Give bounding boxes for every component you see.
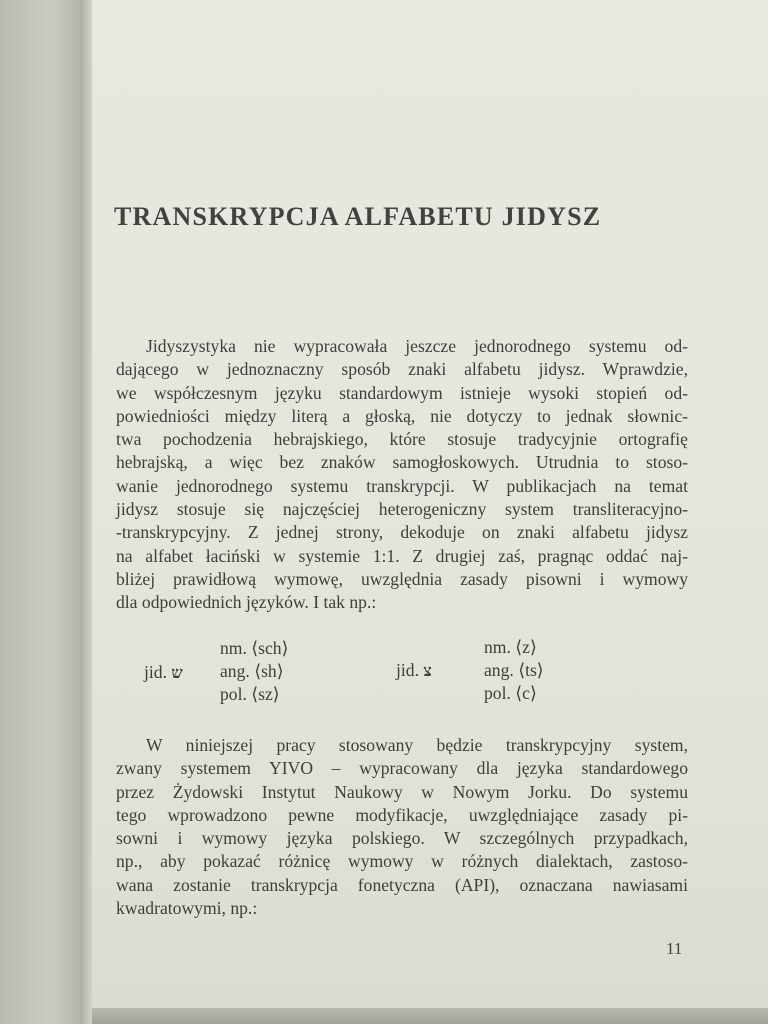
transcription-english: ang. ⟨sh⟩ (220, 661, 284, 681)
text-line: na alfabet łaciński w systemie 1:1. Z drugiej zaś, pragnąc oddać naj- (116, 545, 688, 566)
example-transcriptions (484, 636, 544, 705)
text-line: np., aby pokazać różnicę wymowy w różnych dialektach, zastoso- (116, 851, 688, 872)
transcription-polish: pol. ⟨c⟩ (484, 683, 537, 703)
left-page-edge (0, 0, 86, 1024)
transcription-german: nm. ⟨sch⟩ (220, 638, 289, 658)
page-bottom-edge (92, 1008, 768, 1024)
example-transcriptions (220, 637, 288, 706)
text-line: zwany systemem YIVO – wypracowany dla języka standardowego (116, 758, 688, 779)
text-line: tego wprowadzono pewne modyfikacje, uwzględniające zasady pi- (116, 804, 688, 825)
text-line: jidysz stosuje się najczęściej heterogeniczny system transliteracyjno- (116, 499, 688, 520)
text-line: wana zostanie transkrypcja fonetyczna (API), oznaczana nawiasami (116, 874, 688, 895)
paragraph-yivo (116, 734, 688, 920)
transcription-english: ang. ⟨ts⟩ (484, 660, 544, 680)
text-line: sowni i wymowy języka polskiego. W szczególnych przypadkach, (116, 828, 688, 849)
text-line: hebrajską, a więc bez znaków samogłoskowych. Utrudnia to stoso- (116, 452, 688, 473)
example-label (144, 662, 183, 683)
text-line: kwadratowymi, np.: (116, 898, 258, 919)
text-line: Jidyszystyka nie wypracowała jeszcze jednorodnego systemu od- (146, 336, 688, 356)
example-lang-label: jid. (144, 662, 167, 682)
text-line: wanie jednorodnego systemu transkrypcji. W publikacjach na temat (116, 475, 688, 496)
text-line: twa pochodzenia hebrajskiego, które stosuje tradycyjnie ortografię (116, 429, 688, 450)
transcription-polish: pol. ⟨sz⟩ (220, 684, 280, 704)
text-line: we współczesnym języku standardowym istnieje wysoki stopień od- (116, 382, 688, 403)
example-label (396, 660, 432, 681)
yiddish-letter-tsadi: צ (423, 661, 432, 680)
page-number: 11 (666, 939, 683, 958)
text-line: bliżej prawidłową wymowę, uwzględnia zasady pisowni i wymowy (116, 568, 688, 589)
text-line: W niniejszej pracy stosowany będzie transkrypcyjny system, (146, 735, 688, 755)
text-line: przez Żydowski Instytut Naukowy w Nowym Jorku. Do systemu (116, 781, 688, 802)
example-lang-label: jid. (396, 660, 419, 680)
transcription-german: nm. ⟨z⟩ (484, 637, 537, 657)
paragraph-intro (116, 335, 688, 615)
yiddish-letter-shin: ש (171, 663, 183, 682)
text-line: dającego w jednoznaczny sposób znaki alfabetu jidysz. Wprawdzie, (116, 359, 688, 380)
text-line: dla odpowiednich języków. I tak np.: (116, 592, 377, 613)
chapter-title: TRANSKRYPCJA ALFABETU JIDYSZ (114, 202, 602, 231)
text-line: powiedniości między literą a głoską, nie dotyczy to jednak słownic- (116, 405, 688, 426)
text-line: -transkrypcyjny. Z jednej strony, dekoduje on znaki alfabetu jidysz (116, 522, 688, 543)
